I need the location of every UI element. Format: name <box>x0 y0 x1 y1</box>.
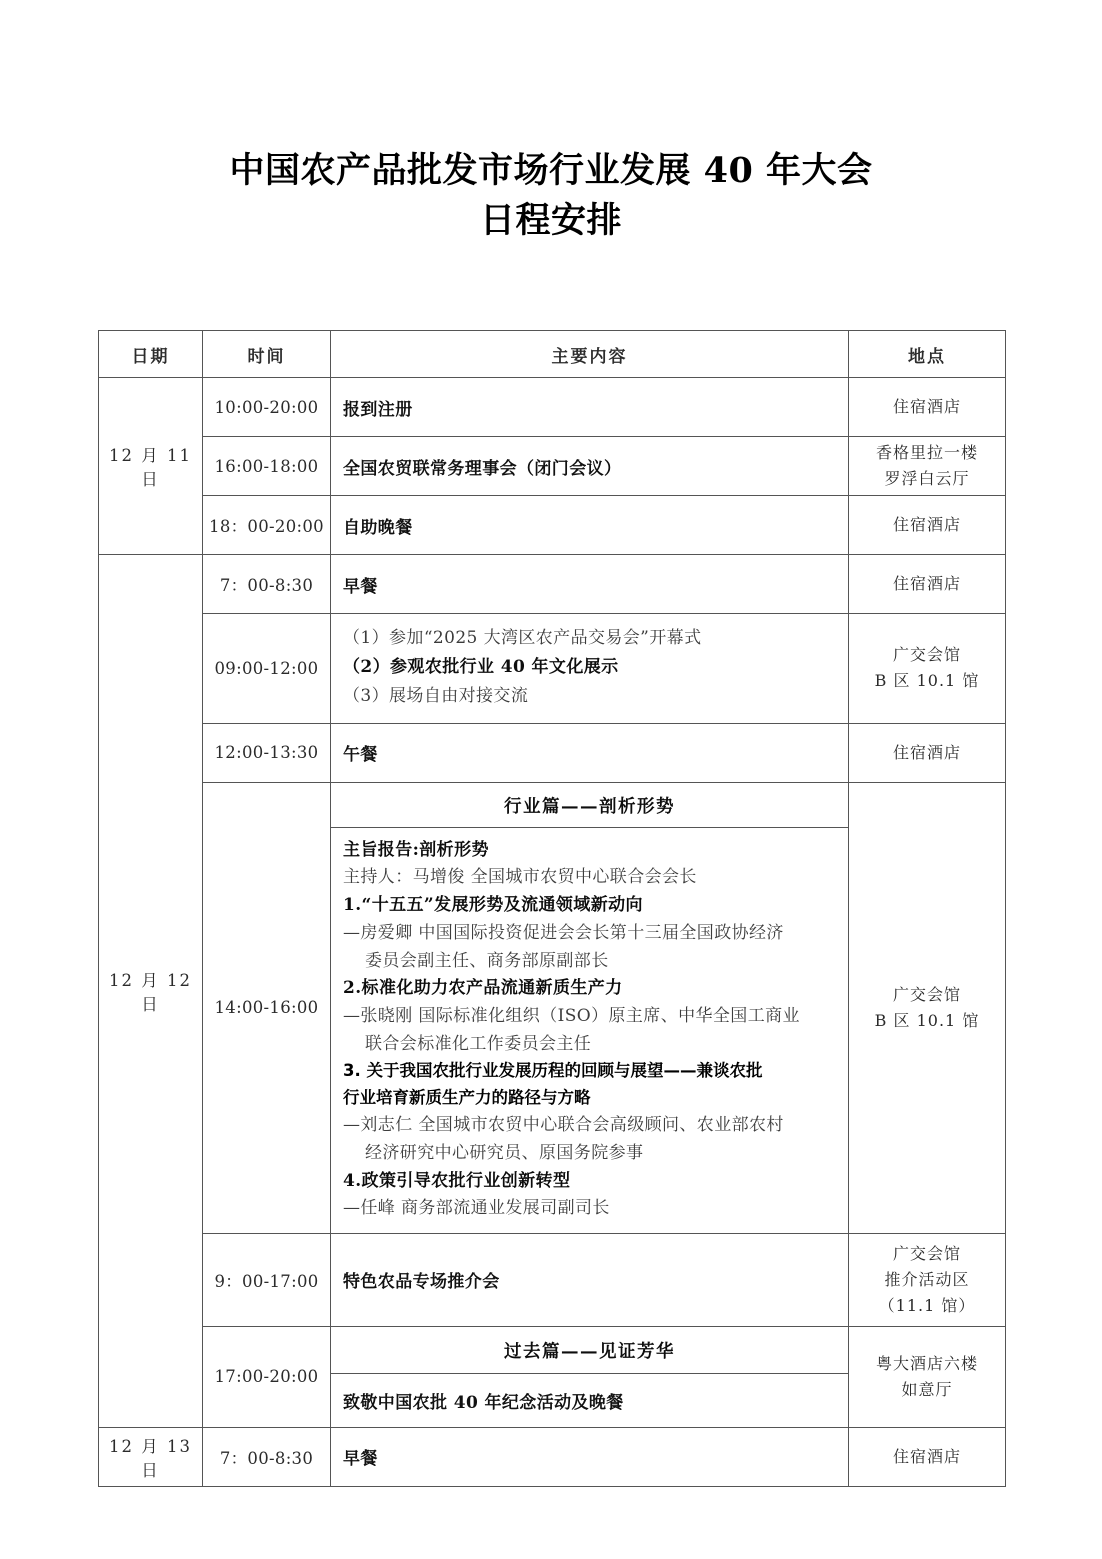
place-line: 罗浮白云厅 <box>884 469 970 488</box>
place-line: 如意厅 <box>901 1379 953 1399</box>
content-cell: 午餐 <box>331 723 849 782</box>
session-content-cell <box>331 1326 849 1427</box>
table-row <box>99 1427 1006 1486</box>
page-title <box>0 0 1102 245</box>
content-cell: 自助晚餐 <box>331 496 849 555</box>
content-cell: 全国农贸联常务理事会（闭门会议） <box>331 437 849 496</box>
table-row <box>99 614 1006 724</box>
place-cell: 住宿酒店 <box>849 378 1006 437</box>
time-cell: 12:00-13:30 <box>203 723 331 782</box>
session-line: 联合会标准化工作委员会主任 <box>365 1033 592 1054</box>
place-cell <box>849 614 1006 724</box>
session-line: 行业培育新质生产力的路径与方略 <box>343 1088 591 1108</box>
place-line: 推介活动区 <box>884 1269 970 1289</box>
date-cell-dec12: 12 月 12 日 <box>99 555 203 1428</box>
content-line: （3）展场自由对接交流 <box>343 686 529 707</box>
table-row <box>99 723 1006 782</box>
place-line: B 区 10.1 馆 <box>874 671 980 691</box>
place-cell: 住宿酒店 <box>849 723 1006 782</box>
session-line: 主持人：马增俊 全国城市农贸中心联合会会长 <box>343 867 697 888</box>
session-line: —房爱卿 中国国际投资促进会会长第十三届全国政协经济 <box>343 922 784 943</box>
time-cell: 18：00-20:00 <box>203 496 331 555</box>
date-cell-dec11: 12 月 11 日 <box>99 378 203 555</box>
time-cell: 7：00-8:30 <box>203 555 331 614</box>
content-cell: 报到注册 <box>331 378 849 437</box>
table-row <box>99 1233 1006 1326</box>
session-line: 致敬中国农批 40 年纪念活动及晚餐 <box>343 1392 624 1413</box>
session-title: 行业篇——剖析形势 <box>331 783 848 828</box>
column-header-place: 地点 <box>849 331 1006 378</box>
session-line: 3. 关于我国农批行业发展历程的回顾与展望——兼谈农批 <box>343 1061 763 1081</box>
content-cell: 早餐 <box>331 1427 849 1486</box>
place-line: 广交会馆 <box>892 645 961 665</box>
place-line: 香格里拉一楼 <box>875 443 978 463</box>
session-line: —刘志仁 全国城市农贸中心联合会高级顾问、农业部农村 <box>343 1115 784 1136</box>
session-line: 经济研究中心研究员、原国务院参事 <box>365 1142 644 1163</box>
table-header-row <box>99 331 1006 378</box>
table-row <box>99 782 1006 1233</box>
content-cell: 特色农品专场推介会 <box>331 1233 849 1326</box>
time-cell: 10:00-20:00 <box>203 378 331 437</box>
session-line: 2.标准化助力农产品流通新质生产力 <box>343 978 623 999</box>
session-title: 过去篇——见证芳华 <box>331 1327 848 1374</box>
content-line-list <box>331 614 848 723</box>
place-line: （11.1 馆） <box>878 1295 976 1315</box>
place-line: 粤大酒店六楼 <box>875 1354 978 1374</box>
session-line: 委员会副主任、商务部原副部长 <box>365 950 609 971</box>
content-line: （2）参观农批行业 40 年文化展示 <box>343 657 619 678</box>
place-line: 广交会馆 <box>892 1244 961 1264</box>
time-cell: 17:00-20:00 <box>203 1326 331 1427</box>
session-line: —张晓刚 国际标准化组织（ISO）原主席、中华全国工商业 <box>343 1005 800 1026</box>
time-cell: 9：00-17:00 <box>203 1233 331 1326</box>
schedule-table <box>98 330 1006 1487</box>
time-cell: 16:00-18:00 <box>203 437 331 496</box>
schedule-table-wrapper <box>98 330 1005 1487</box>
table-row <box>99 496 1006 555</box>
session-line: 1.“十五五”发展形势及流通领域新动向 <box>343 895 643 916</box>
content-cell <box>331 614 849 724</box>
place-cell: 住宿酒店 <box>849 1427 1006 1486</box>
time-cell: 7：00-8:30 <box>203 1427 331 1486</box>
content-cell: 早餐 <box>331 555 849 614</box>
date-cell-dec13: 12 月 13 日 <box>99 1427 203 1486</box>
session-body <box>331 828 848 1233</box>
table-row <box>99 378 1006 437</box>
title-line-2: 日程安排 <box>479 199 622 241</box>
place-cell: 住宿酒店 <box>849 496 1006 555</box>
place-cell <box>849 1233 1006 1326</box>
session-line: 主旨报告:剖析形势 <box>343 839 489 860</box>
session-line: 4.政策引导农批行业创新转型 <box>343 1170 571 1191</box>
title-line-1: 中国农产品批发市场行业发展 40 年大会 <box>229 150 873 191</box>
content-line: （1）参加“2025 大湾区农产品交易会”开幕式 <box>343 628 702 648</box>
column-header-date: 日期 <box>99 331 203 378</box>
session-line: —任峰 商务部流通业发展司副司长 <box>343 1198 610 1219</box>
place-cell <box>849 437 1006 496</box>
table-row <box>99 555 1006 614</box>
column-header-content: 主要内容 <box>331 331 849 378</box>
place-cell <box>849 1326 1006 1427</box>
column-header-time: 时间 <box>203 331 331 378</box>
place-cell: 住宿酒店 <box>849 555 1006 614</box>
time-cell: 14:00-16:00 <box>203 782 331 1233</box>
table-row <box>99 437 1006 496</box>
place-cell <box>849 782 1006 1233</box>
place-line: B 区 10.1 馆 <box>874 1010 980 1030</box>
table-row <box>99 1326 1006 1427</box>
place-line: 广交会馆 <box>892 984 961 1004</box>
time-cell: 09:00-12:00 <box>203 614 331 724</box>
session-content-cell <box>331 782 849 1233</box>
